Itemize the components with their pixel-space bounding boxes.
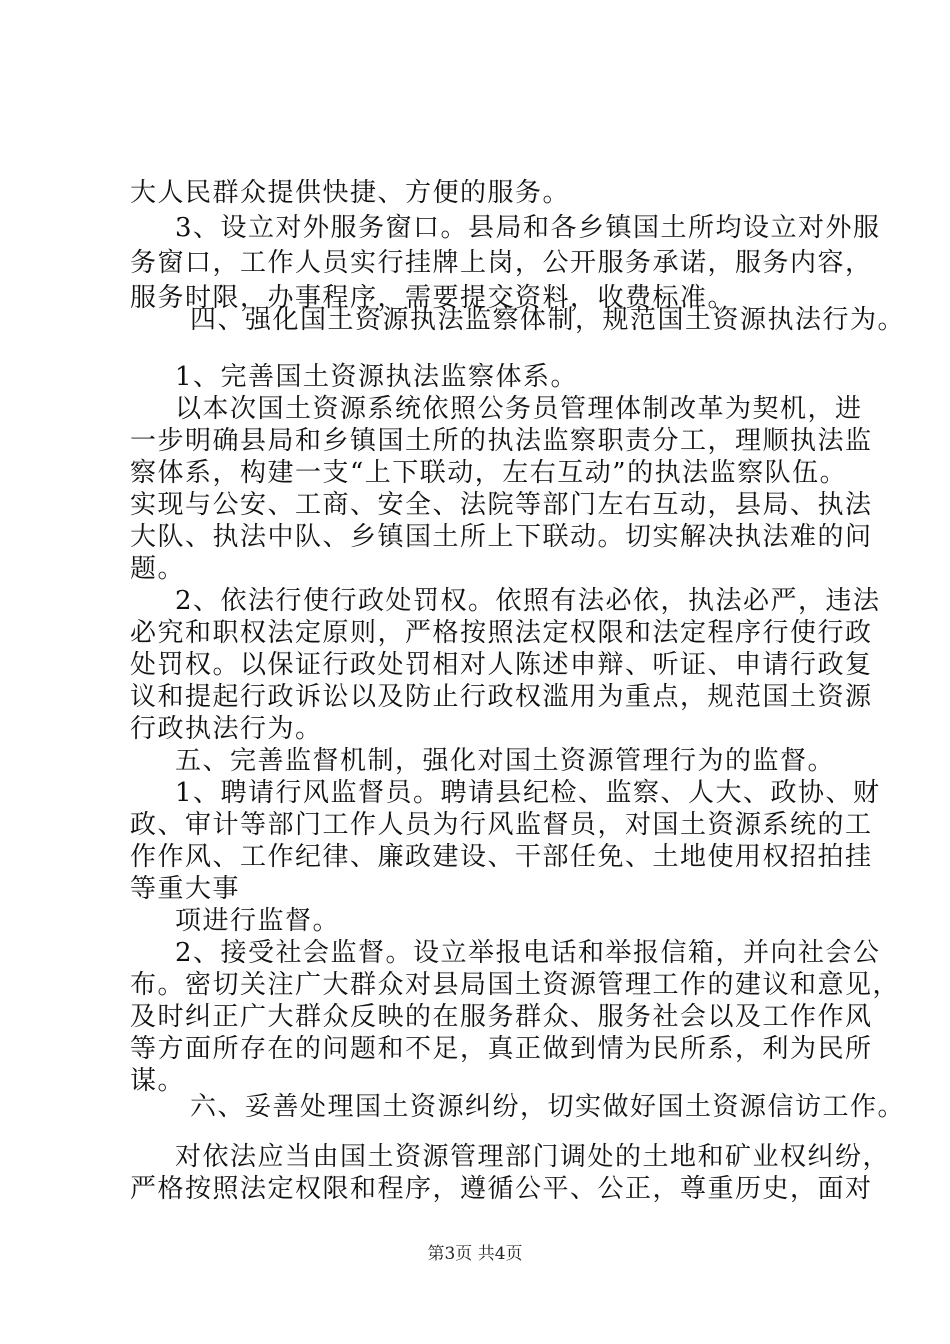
text-line: 2、依法行使行政处罚权。依照有法必依，执法必严，违法 (175, 586, 881, 616)
text-line: 3、设立对外服务窗口。县局和各乡镇国土所均设立对外服 (175, 213, 881, 243)
text-line: 大队、执法中队、乡镇国土所上下联动。切实解决执法难的问 (130, 522, 873, 552)
text-line: 实现与公安、工商、安全、法院等部门左右互动，县局、执法 (130, 490, 873, 520)
text-line: 察体系，构建一支“上下联动，左右互动”的执法监察队伍。 (130, 458, 848, 488)
section-heading: 五、完善监督机制，强化对国土资源管理行为的监督。 (175, 746, 836, 776)
text-line: 严格按照法定权限和程序，遵循公平、公正，尊重历史，面对 (130, 1174, 873, 1204)
text-line: 一步明确县局和乡镇国土所的执法监察职责分工，理顺执法监 (130, 426, 873, 456)
text-line: 务窗口，工作人员实行挂牌上岗，公开服务承诺，服务内容， (130, 248, 873, 278)
subheading: 1、完善国土资源执法监察体系。 (175, 362, 579, 392)
text-line: 议和提起行政诉讼以及防止行政权滥用为重点，规范国土资源 (130, 682, 873, 712)
text-line: 2、接受社会监督。设立举报电话和举报信箱，并向社会公 (175, 938, 881, 968)
text-line: 等重大事 (130, 874, 241, 904)
text-line: 作作风、工作纪律、廉政建设、干部任免、土地使用权招拍挂 (130, 842, 873, 872)
text-line: 1、聘请行风监督员。聘请县纪检、监察、人大、政协、财 (175, 778, 881, 808)
text-line: 谋。 (130, 1066, 186, 1096)
text-line: 对依法应当由国土资源管理部门调处的土地和矿业权纠纷， (175, 1142, 891, 1172)
section-heading: 四、强化国土资源执法监察体制，规范国土资源执法行为。 (190, 305, 906, 335)
text-line: 政、审计等部门工作人员为行风监督员，对国土资源系统的工 (130, 810, 873, 840)
text-line: 及时纠正广大群众反映的在服务群众、服务社会以及工作作风 (130, 1002, 873, 1032)
text-line: 行政执法行为。 (130, 714, 323, 744)
text-line: 处罚权。以保证行政处罚相对人陈述申辩、听证、申请行政复 (130, 650, 873, 680)
section-heading: 六、妥善处理国土资源纠纷，切实做好国土资源信访工作。 (190, 1092, 906, 1122)
text-line: 等方面所存在的问题和不足，真正做到情为民所系，利为民所 (130, 1034, 873, 1064)
text-line: 题。 (130, 554, 186, 584)
page-number: 第3页 共4页 (427, 1244, 523, 1264)
text-line: 必究和职权法定原则，严格按照法定权限和法定程序行使行政 (130, 618, 873, 648)
text-line: 以本次国土资源系统依照公务员管理体制改革为契机，进 (175, 394, 863, 424)
text-line: 布。密切关注广大群众对县局国土资源管理工作的建议和意见， (130, 970, 901, 1000)
text-line: 大人民群众提供快捷、方便的服务。 (130, 178, 571, 208)
text-line: 项进行监督。 (175, 906, 341, 936)
text-line: 服务时限，办事程序，需要提交资料，收费标准。 (130, 283, 736, 313)
